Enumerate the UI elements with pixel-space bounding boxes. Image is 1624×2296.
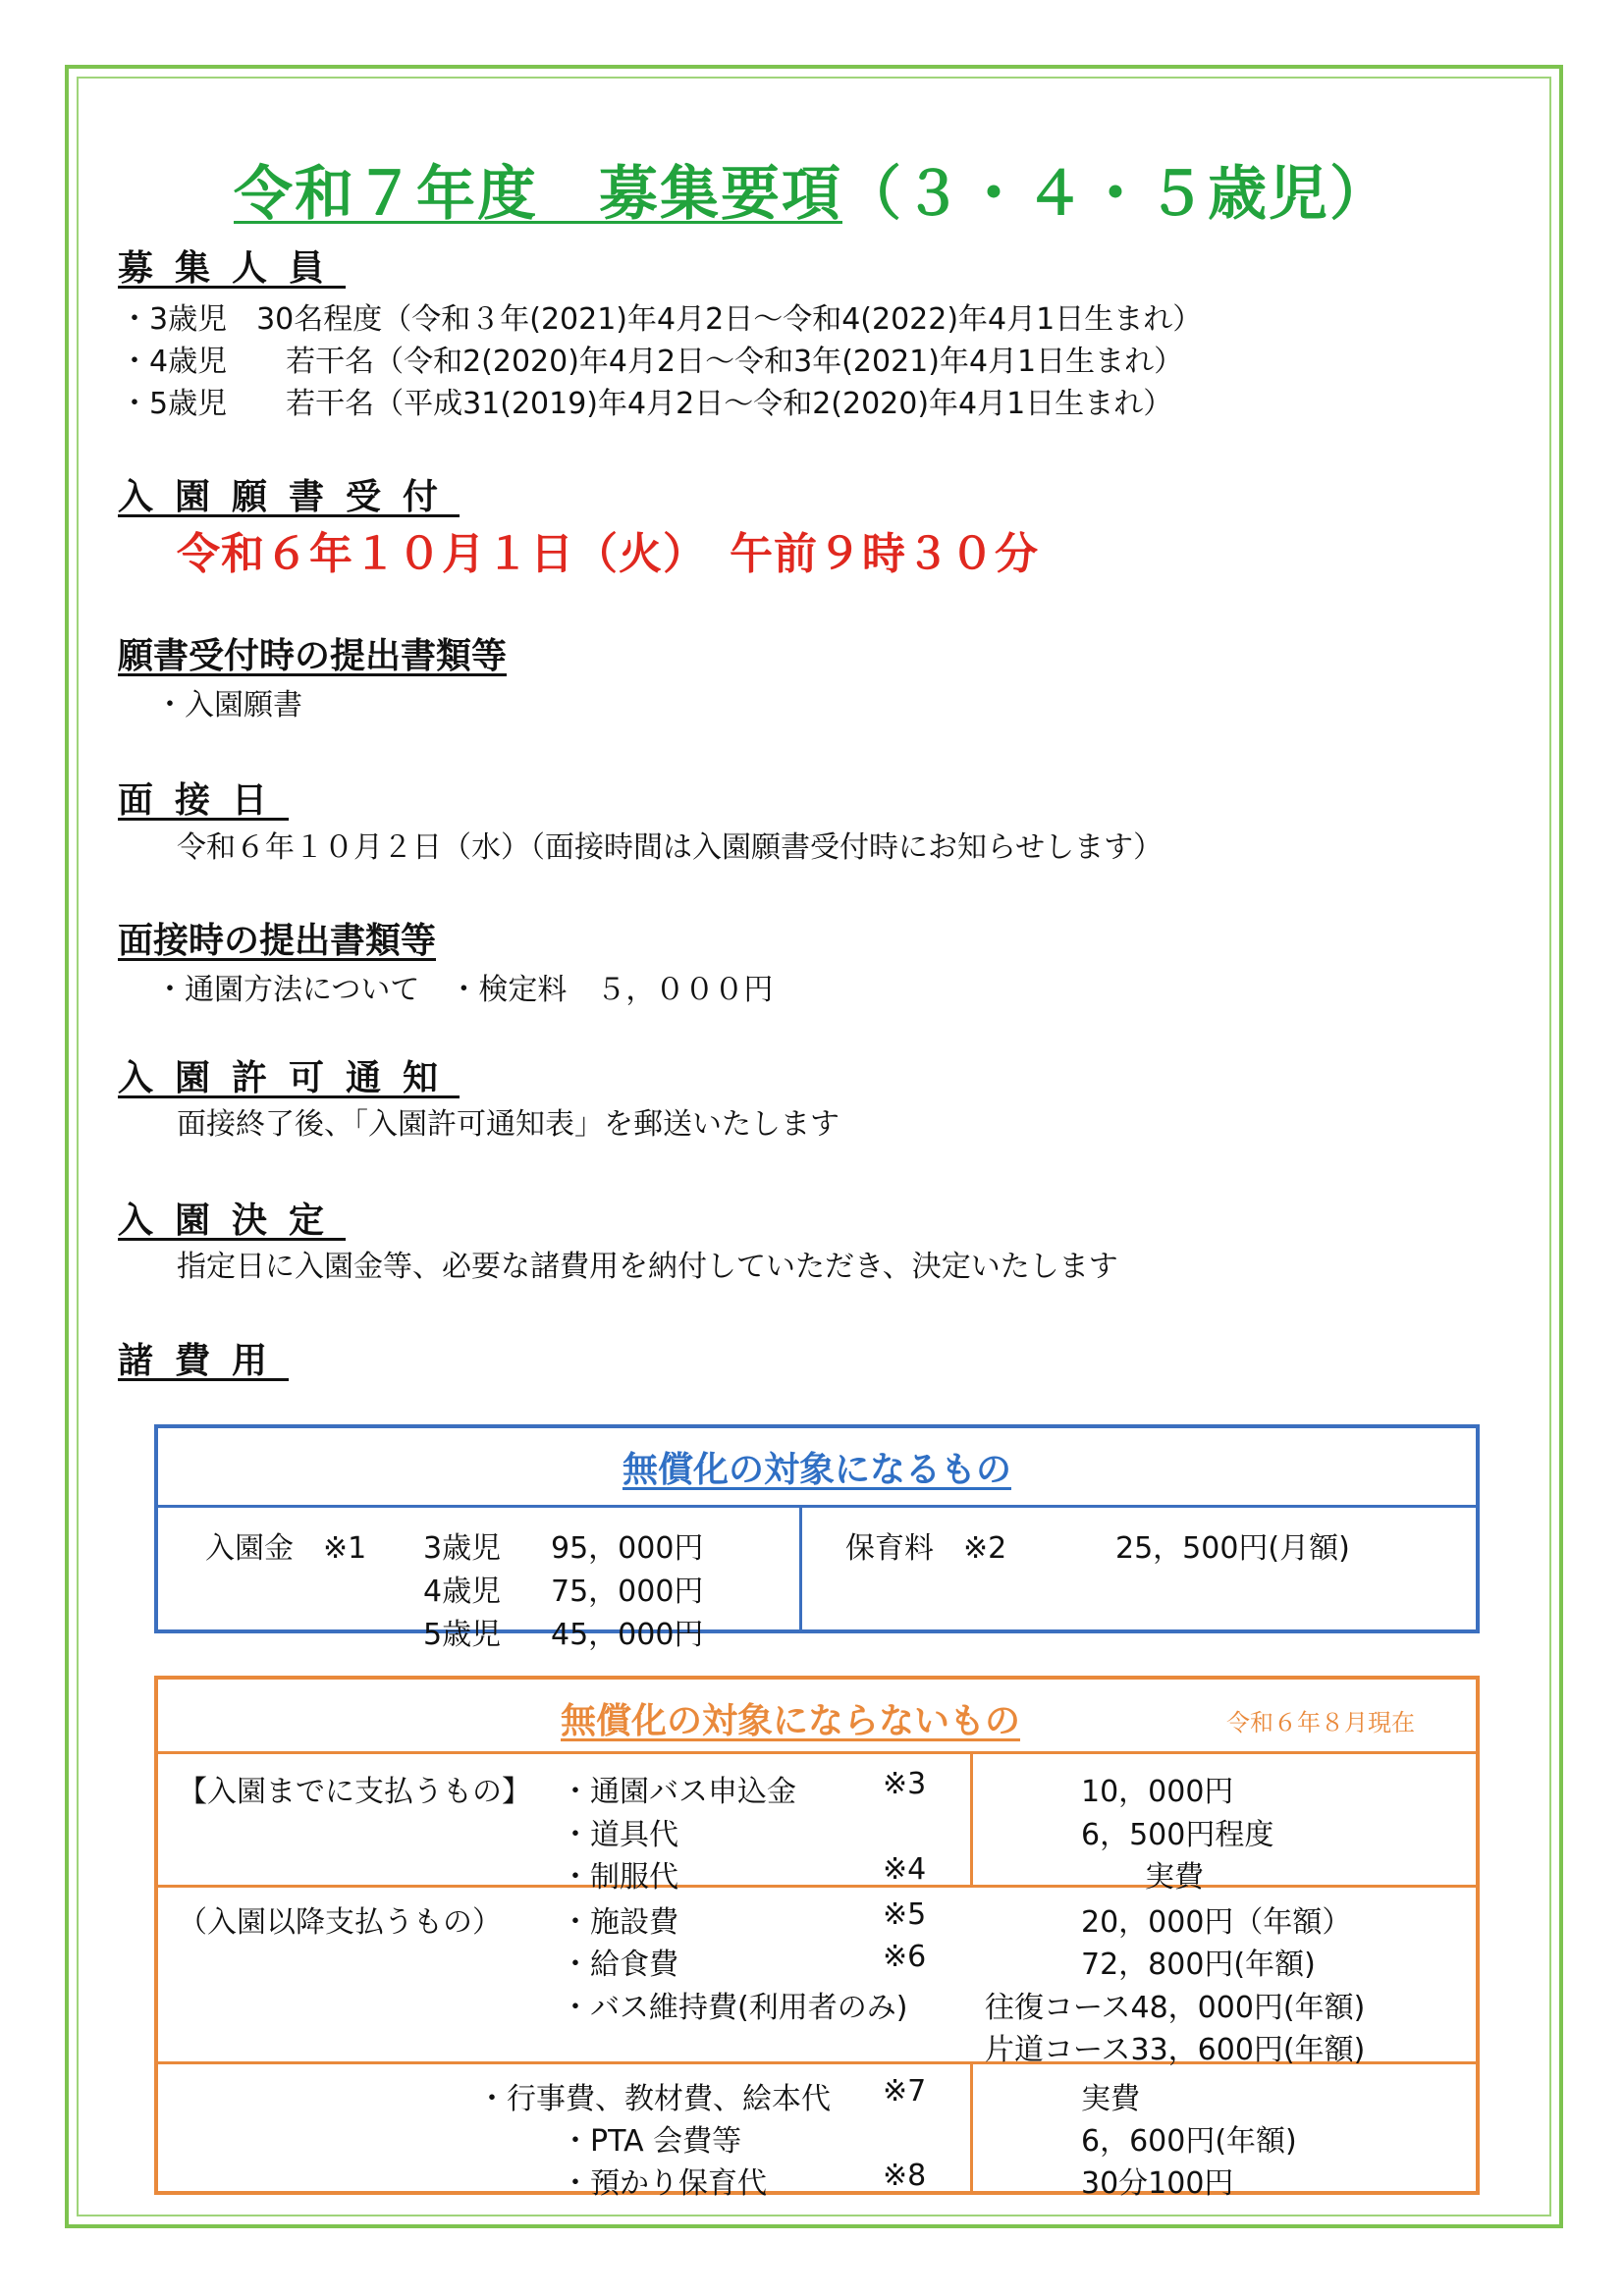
- fee-item: ・道具代: [561, 1818, 678, 1852]
- fee-amount: 10，000円: [1081, 1775, 1234, 1809]
- free-fees-table: [154, 1424, 1480, 1652]
- paid-fees-table: [154, 1676, 1480, 2201]
- fee-amount: 実費: [1081, 2082, 1140, 2116]
- fee-amount: 30分100円: [1081, 2166, 1234, 2201]
- title-main: 令和７年度 募集要項: [234, 160, 842, 229]
- heading-interview: 面接日: [118, 780, 290, 821]
- fee-note: ※4: [883, 1852, 927, 1887]
- fee-item: ・施設費: [561, 1905, 678, 1940]
- table-divider: [158, 1751, 1476, 1754]
- admission-age: 3歳児: [423, 1531, 502, 1566]
- childcare-fee-label: 保育料 ※2: [845, 1531, 1007, 1566]
- fee-note: ※8: [883, 2159, 927, 2193]
- fee-amount: 往復コース48，000円(年額): [985, 1991, 1366, 2025]
- table-divider: [970, 2061, 973, 2195]
- fee-amount: 20，000円（年額）: [1081, 1905, 1352, 1940]
- fee-item: ・預かり保育代: [561, 2166, 767, 2201]
- fee-note: ※5: [883, 1897, 927, 1932]
- recruit-item-4: ・4歳児 若干名（令和2(2020)年4月2日～令和3年(2021)年4月1日生まれ）: [120, 345, 1184, 379]
- admission-age: 4歳児: [423, 1575, 502, 1609]
- admission-notice-text: 面接終了後、「入園許可通知表」を郵送いたします: [177, 1107, 839, 1142]
- page-title: [0, 147, 1624, 232]
- table-divider: [158, 1885, 1476, 1888]
- fee-item: ・通園バス申込金: [561, 1775, 796, 1809]
- admission-amount: 75，000円: [551, 1575, 704, 1609]
- as-of-date: 令和６年８月現在: [1226, 1709, 1415, 1736]
- fee-item: ・給食費: [561, 1948, 678, 1982]
- fee-note: ※3: [883, 1767, 927, 1801]
- title-sub: （３・４・５歳児）: [842, 160, 1390, 229]
- reception-date: 令和６年１０月１日（火） 午前９時３０分: [177, 529, 1039, 579]
- free-fees-title: 無償化の対象になるもの: [622, 1450, 1011, 1490]
- fee-item: ・制服代: [561, 1860, 678, 1895]
- interview-date: 令和６年１０月２日（水）（面接時間は入園願書受付時にお知らせします）: [177, 830, 1164, 865]
- fee-note: ※6: [883, 1940, 927, 1974]
- interview-docs-item: ・通園方法について ・検定料 ５，０００円: [155, 973, 774, 1007]
- admission-amount: 95，000円: [551, 1531, 704, 1566]
- table-divider: [799, 1505, 802, 1629]
- admission-age: 5歳児: [423, 1618, 502, 1652]
- heading-interview-docs: 面接時の提出書類等: [118, 921, 437, 961]
- fee-amount: 6，600円(年額): [1081, 2124, 1297, 2159]
- application-docs-item: ・入園願書: [155, 688, 302, 722]
- group-before-admission-label: 【入園までに支払うもの】: [178, 1775, 531, 1809]
- admission-fee-label: 入園金 ※1: [205, 1531, 367, 1566]
- fee-note: ※7: [883, 2074, 927, 2109]
- fee-item: ・バス維持費(利用者のみ): [561, 1991, 908, 2025]
- admission-amount: 45，000円: [551, 1618, 704, 1652]
- heading-application-docs: 願書受付時の提出書類等: [118, 636, 508, 676]
- heading-recruit: 募集人員: [118, 248, 347, 289]
- recruit-item-3: ・3歳児 30名程度（令和３年(2021)年4月2日～令和4(2022)年4月1日生まれ）: [120, 302, 1203, 337]
- admission-decision-text: 指定日に入園金等、必要な諸費用を納付していただき、決定いたします: [177, 1250, 1118, 1284]
- paid-fees-title: 無償化の対象にならないもの: [561, 1701, 1021, 1741]
- heading-fees: 諸費用: [118, 1341, 290, 1381]
- heading-reception: 入園願書受付: [118, 477, 460, 517]
- recruit-item-5: ・5歳児 若干名（平成31(2019)年4月2日～令和2(2020)年4月1日生まれ）: [120, 387, 1173, 421]
- fee-amount: 6，500円程度: [1081, 1818, 1274, 1852]
- childcare-fee-amount: 25，500円(月額): [1115, 1531, 1350, 1566]
- table-divider: [970, 1751, 973, 1885]
- fee-item: ・PTA 会費等: [561, 2124, 742, 2159]
- heading-admission-notice: 入園許可通知: [118, 1058, 460, 1098]
- fee-amount: 片道コース33，600円(年額): [985, 2033, 1366, 2067]
- heading-admission-decision: 入園決定: [118, 1201, 347, 1241]
- group-after-admission-label: （入園以降支払うもの）: [178, 1905, 502, 1940]
- fee-item: ・行事費、教材費、絵本代: [477, 2082, 831, 2116]
- fee-amount: 72，800円(年額): [1081, 1948, 1316, 1982]
- fee-amount: 実費: [1145, 1860, 1204, 1895]
- table-divider: [158, 1505, 1476, 1508]
